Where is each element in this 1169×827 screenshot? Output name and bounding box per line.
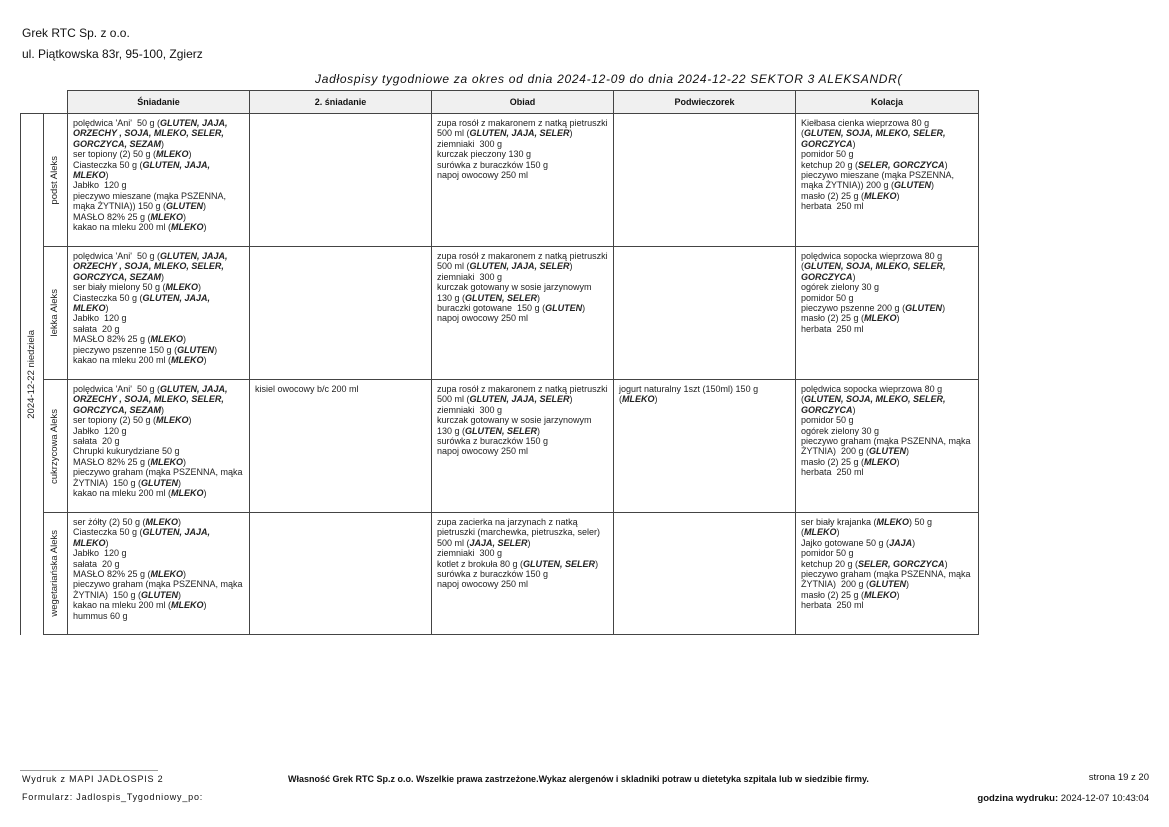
meal-item: napoj owocowy 250 ml — [437, 446, 529, 457]
meal-item: zupa zacierka na jarzynach z natką pietruszki (marchewka, pietruszka, seler) 500 ml (JAJA, SELER) — [437, 517, 603, 548]
diet-label: cukrzycowa Aleks — [49, 408, 61, 484]
meal-item: kakao na mleku 200 ml (MLEKO) — [73, 222, 207, 233]
meal-item: napoj owocowy 250 ml — [437, 170, 529, 181]
col-header-2-sniadanie: 2. śniadanie — [250, 91, 432, 114]
header-row — [21, 91, 979, 114]
meal-item: herbata 250 ml — [801, 467, 864, 478]
meal-cell — [68, 114, 250, 247]
meal-item: pieczywo pszenne 150 g (GLUTEN) — [73, 344, 218, 355]
meal-item: ketchup 20 g (SELER, GORCZYCA) — [801, 159, 948, 170]
meal-item: napoj owocowy 250 ml — [437, 579, 529, 590]
col-header-kolacja: Kolacja — [796, 91, 979, 114]
meal-item: sałata 20 g — [73, 436, 120, 447]
meal-item: buraczki gotowane 150 g (GLUTEN) — [437, 303, 586, 314]
menu-table — [20, 90, 979, 635]
meal-cell — [250, 247, 432, 380]
meal-cell — [68, 513, 250, 635]
meal-cell — [250, 513, 432, 635]
meal-item: pomidor 50 g — [801, 149, 854, 160]
meal-item: Ciasteczka 50 g (GLUTEN, JAJA, MLEKO) — [73, 292, 213, 314]
meal-item: jogurt naturalny 1szt (150ml) 150 g (MLEKO) — [619, 384, 761, 405]
meal-item: surówka z buraczków 150 g — [437, 436, 549, 447]
table-row — [21, 247, 979, 380]
meal-item: ziemniaki 300 g — [437, 404, 503, 415]
meal-item: masło (2) 25 g (MLEKO) — [801, 589, 900, 600]
meal-item: Kiełbasa cienka wieprzowa 80 g (GLUTEN, SOJA, MLEKO, SELER, GORCZYCA) — [801, 118, 949, 149]
meal-item: ogórek zielony 30 g — [801, 425, 880, 436]
meal-item: surówka z buraczków 150 g — [437, 569, 549, 580]
meal-cell — [614, 114, 796, 247]
meal-item: zupa rosół z makaronem z natką pietruszki 500 ml (GLUTEN, JAJA, SELER) — [437, 251, 611, 272]
meal-item: ser topiony (2) 50 g (MLEKO) — [73, 415, 192, 426]
meal-item: MASŁO 82% 25 g (MLEKO) — [73, 569, 187, 580]
page-number: strona 19 z 20 — [1088, 772, 1149, 783]
meal-item: kakao na mleku 200 ml (MLEKO) — [73, 488, 207, 499]
meal-cell — [432, 247, 614, 380]
meal-cell — [796, 513, 979, 635]
print-time-label: godzina wydruku: — [977, 793, 1059, 804]
meal-item: pieczywo mieszane (mąka PSZENNA, mąka ŻYTNIA)) 200 g (GLUTEN) — [801, 170, 957, 191]
meal-cell — [796, 114, 979, 247]
meal-item: pomidor 50 g — [801, 292, 854, 303]
meal-cell — [250, 114, 432, 247]
meal-item: pieczywo pszenne 200 g (GLUTEN) — [801, 303, 946, 314]
footer-report: Wydruk z MAPI JADŁOSPIS 2 — [22, 774, 164, 784]
meal-item: kakao na mleku 200 ml (MLEKO) — [73, 600, 207, 611]
col-header-sniadanie: Śniadanie — [68, 91, 250, 114]
diet-label: lekka Aleks — [49, 289, 61, 337]
meal-item: sałata 20 g — [73, 558, 120, 569]
meal-item: ser żółty (2) 50 g (MLEKO) — [73, 517, 182, 527]
col-header-obiad: Obiad — [432, 91, 614, 114]
meal-cell — [432, 114, 614, 247]
meal-item: ziemniaki 300 g — [437, 271, 503, 282]
meal-item: pieczywo graham (mąka PSZENNA, mąka ŻYTNIA) 150 g (GLUTEN) — [73, 467, 246, 488]
meal-item: surówka z buraczków 150 g — [437, 159, 549, 170]
meal-item: polędwica 'Ani' 50 g (GLUTEN, JAJA, ORZECHY , SOJA, MLEKO, SELER, GORCZYCA, SEZAM) — [73, 251, 231, 282]
meal-cell — [68, 380, 250, 513]
diet-cell — [44, 380, 68, 513]
footer-ownership: Własność Grek RTC Sp.z o.o. Wszelkie prawa zastrzeżone.Wykaz alergenów i skladniki potraw u dietetyka szpitala lub w siedzibie firmy. — [288, 774, 869, 784]
meal-item: kotlet z brokuła 80 g (GLUTEN, SELER) — [437, 558, 599, 569]
meal-item: MASŁO 82% 25 g (MLEKO) — [73, 456, 187, 467]
diet-label: podst Aleks — [49, 155, 61, 205]
meal-cell — [614, 247, 796, 380]
menu-title: Jadłospisy tygodniowe za okres od dnia 2024-12-09 do dnia 2024-12-22 SEKTOR 3 ALEKSANDR( — [315, 72, 903, 86]
meal-item: herbata 250 ml — [801, 323, 864, 334]
meal-item: polędwica sopocka wieprzowa 80 g (GLUTEN, SOJA, MLEKO, SELER, GORCZYCA) — [801, 251, 949, 282]
diet-cell — [44, 513, 68, 635]
col-header-podwieczorek: Podwieczorek — [614, 91, 796, 114]
table-row — [21, 380, 979, 513]
print-time-value: 2024-12-07 10:43:04 — [1060, 793, 1149, 804]
meal-item: masło (2) 25 g (MLEKO) — [801, 313, 900, 324]
footer-divider — [20, 770, 158, 771]
meal-item: pieczywo graham (mąka PSZENNA, mąka ŻYTNIA) 200 g (GLUTEN) — [801, 569, 974, 590]
meal-item: Chrupki kukurydziane 50 g — [73, 446, 180, 457]
meal-item: pomidor 50 g — [801, 548, 854, 559]
meal-item: MASŁO 82% 25 g (MLEKO) — [73, 211, 187, 222]
table-row — [21, 513, 979, 635]
meal-cell — [796, 247, 979, 380]
meal-item: napoj owocowy 250 ml — [437, 313, 529, 324]
meal-item: zupa rosół z makaronem z natką pietruszki 500 ml (GLUTEN, JAJA, SELER) — [437, 118, 611, 139]
company-name: Grek RTC Sp. z o.o. — [22, 26, 130, 40]
meal-cell — [68, 247, 250, 380]
day-label: 2024-12-22 niedziela — [25, 329, 37, 419]
meal-item: hummus 60 g — [73, 610, 128, 621]
meal-item: zupa rosół z makaronem z natką pietruszki 500 ml (GLUTEN, JAJA, SELER) — [437, 384, 611, 405]
meal-item: kurczak pieczony 130 g — [437, 149, 532, 160]
meal-cell — [796, 380, 979, 513]
meal-item: pieczywo mieszane (mąka PSZENNA, mąka ŻYTNIA)) 150 g (GLUTEN) — [73, 190, 229, 212]
meal-item: ser biały mielony 50 g (MLEKO) — [73, 282, 202, 293]
meal-item: kurczak gotowany w sosie jarzynowym 130 g (GLUTEN, SELER) — [437, 282, 595, 303]
footer-form: Formularz: Jadlospis_Tygodniowy_po: — [22, 792, 204, 802]
meal-cell — [614, 513, 796, 635]
meal-item: masło (2) 25 g (MLEKO) — [801, 190, 900, 201]
meal-item: polędwica sopocka wieprzowa 80 g (GLUTEN, SOJA, MLEKO, SELER, GORCZYCA) — [801, 384, 949, 415]
meal-item: ziemniaki 300 g — [437, 138, 503, 149]
meal-item: polędwica 'Ani' 50 g (GLUTEN, JAJA, ORZECHY , SOJA, MLEKO, SELER, GORCZYCA, SEZAM) — [73, 118, 231, 149]
meal-item: Jajko gotowane 50 g (JAJA) — [801, 537, 916, 548]
meal-item: ketchup 20 g (SELER, GORCZYCA) — [801, 558, 948, 569]
meal-item: kurczak gotowany w sosie jarzynowym 130 g (GLUTEN, SELER) — [437, 415, 595, 436]
print-time — [977, 793, 1149, 804]
meal-item: ser biały krajanka (MLEKO) 50 g (MLEKO) — [801, 517, 935, 538]
meal-item: pieczywo graham (mąka PSZENNA, mąka ŻYTNIA) 150 g (GLUTEN) — [73, 579, 246, 600]
meal-item: kakao na mleku 200 ml (MLEKO) — [73, 355, 207, 366]
meal-item: Ciasteczka 50 g (GLUTEN, JAJA, MLEKO) — [73, 527, 213, 548]
meal-item: kisiel owocowy b/c 200 ml — [255, 384, 359, 394]
meal-item: ser topiony (2) 50 g (MLEKO) — [73, 149, 192, 160]
meal-item: Jabłko 120 g — [73, 180, 127, 191]
meal-cell — [432, 380, 614, 513]
day-cell — [21, 114, 44, 635]
meal-item: Ciasteczka 50 g (GLUTEN, JAJA, MLEKO) — [73, 159, 213, 181]
diet-cell — [44, 247, 68, 380]
company-address: ul. Piątkowska 83r, 95-100, Zgierz — [22, 47, 203, 61]
meal-cell — [614, 380, 796, 513]
meal-item: Jabłko 120 g — [73, 548, 127, 559]
meal-cell — [432, 513, 614, 635]
meal-item: pomidor 50 g — [801, 415, 854, 426]
meal-item: Jabłko 120 g — [73, 313, 127, 324]
meal-item: ziemniaki 300 g — [437, 548, 503, 559]
meal-item: masło (2) 25 g (MLEKO) — [801, 456, 900, 467]
meal-item: polędwica 'Ani' 50 g (GLUTEN, JAJA, ORZECHY , SOJA, MLEKO, SELER, GORCZYCA, SEZAM) — [73, 384, 231, 415]
meal-item: herbata 250 ml — [801, 201, 864, 212]
meal-cell — [250, 380, 432, 513]
table-row — [21, 114, 979, 247]
diet-cell — [44, 114, 68, 247]
meal-item: sałata 20 g — [73, 323, 120, 334]
meal-item: ogórek zielony 30 g — [801, 282, 880, 293]
meal-item: MASŁO 82% 25 g (MLEKO) — [73, 334, 187, 345]
diet-label: wegetariańska Aleks — [49, 530, 61, 617]
meal-item: herbata 250 ml — [801, 600, 864, 611]
company-block — [22, 23, 203, 65]
meal-item: pieczywo graham (mąka PSZENNA, mąka ŻYTNIA) 200 g (GLUTEN) — [801, 436, 974, 457]
meal-item: Jabłko 120 g — [73, 425, 127, 436]
